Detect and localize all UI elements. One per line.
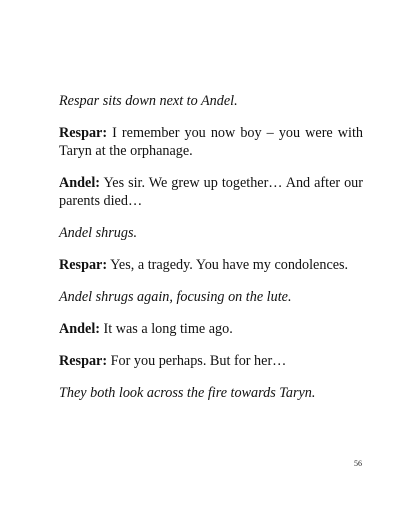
page-number: 56: [354, 459, 362, 468]
speaker-name: Respar:: [59, 353, 108, 369]
dialogue-line: [59, 320, 363, 338]
speaker-name: Andel:: [59, 175, 100, 191]
dialogue-line: [59, 124, 363, 160]
dialogue-text: For you perhaps. But for her…: [110, 353, 287, 369]
speaker-name: Respar:: [59, 125, 108, 141]
dialogue-line: [59, 352, 363, 370]
dialogue-text: It was a long time ago.: [103, 321, 233, 337]
dialogue-line: [59, 256, 363, 274]
stage-direction: [59, 92, 363, 110]
dialogue-text: Yes, a tragedy. You have my condolences.: [110, 257, 349, 273]
stage-direction-text: Andel shrugs again, focusing on the lute.: [59, 289, 292, 305]
speaker-name: Respar:: [59, 257, 108, 273]
dialogue-text: I remember you now boy – you were with Taryn at the orphanage.: [59, 125, 364, 159]
stage-direction-text: Andel shrugs.: [59, 225, 138, 241]
stage-direction-text: Respar sits down next to Andel.: [59, 93, 238, 109]
stage-direction: [59, 224, 363, 242]
stage-direction: [59, 384, 363, 402]
speaker-name: Andel:: [59, 321, 100, 337]
stage-direction-text: They both look across the fire towards Taryn.: [59, 385, 316, 401]
dialogue-line: [59, 174, 363, 210]
script-body: [59, 92, 363, 416]
dialogue-text: Yes sir. We grew up together… And after our parents died…: [59, 175, 363, 209]
stage-direction: [59, 288, 363, 306]
